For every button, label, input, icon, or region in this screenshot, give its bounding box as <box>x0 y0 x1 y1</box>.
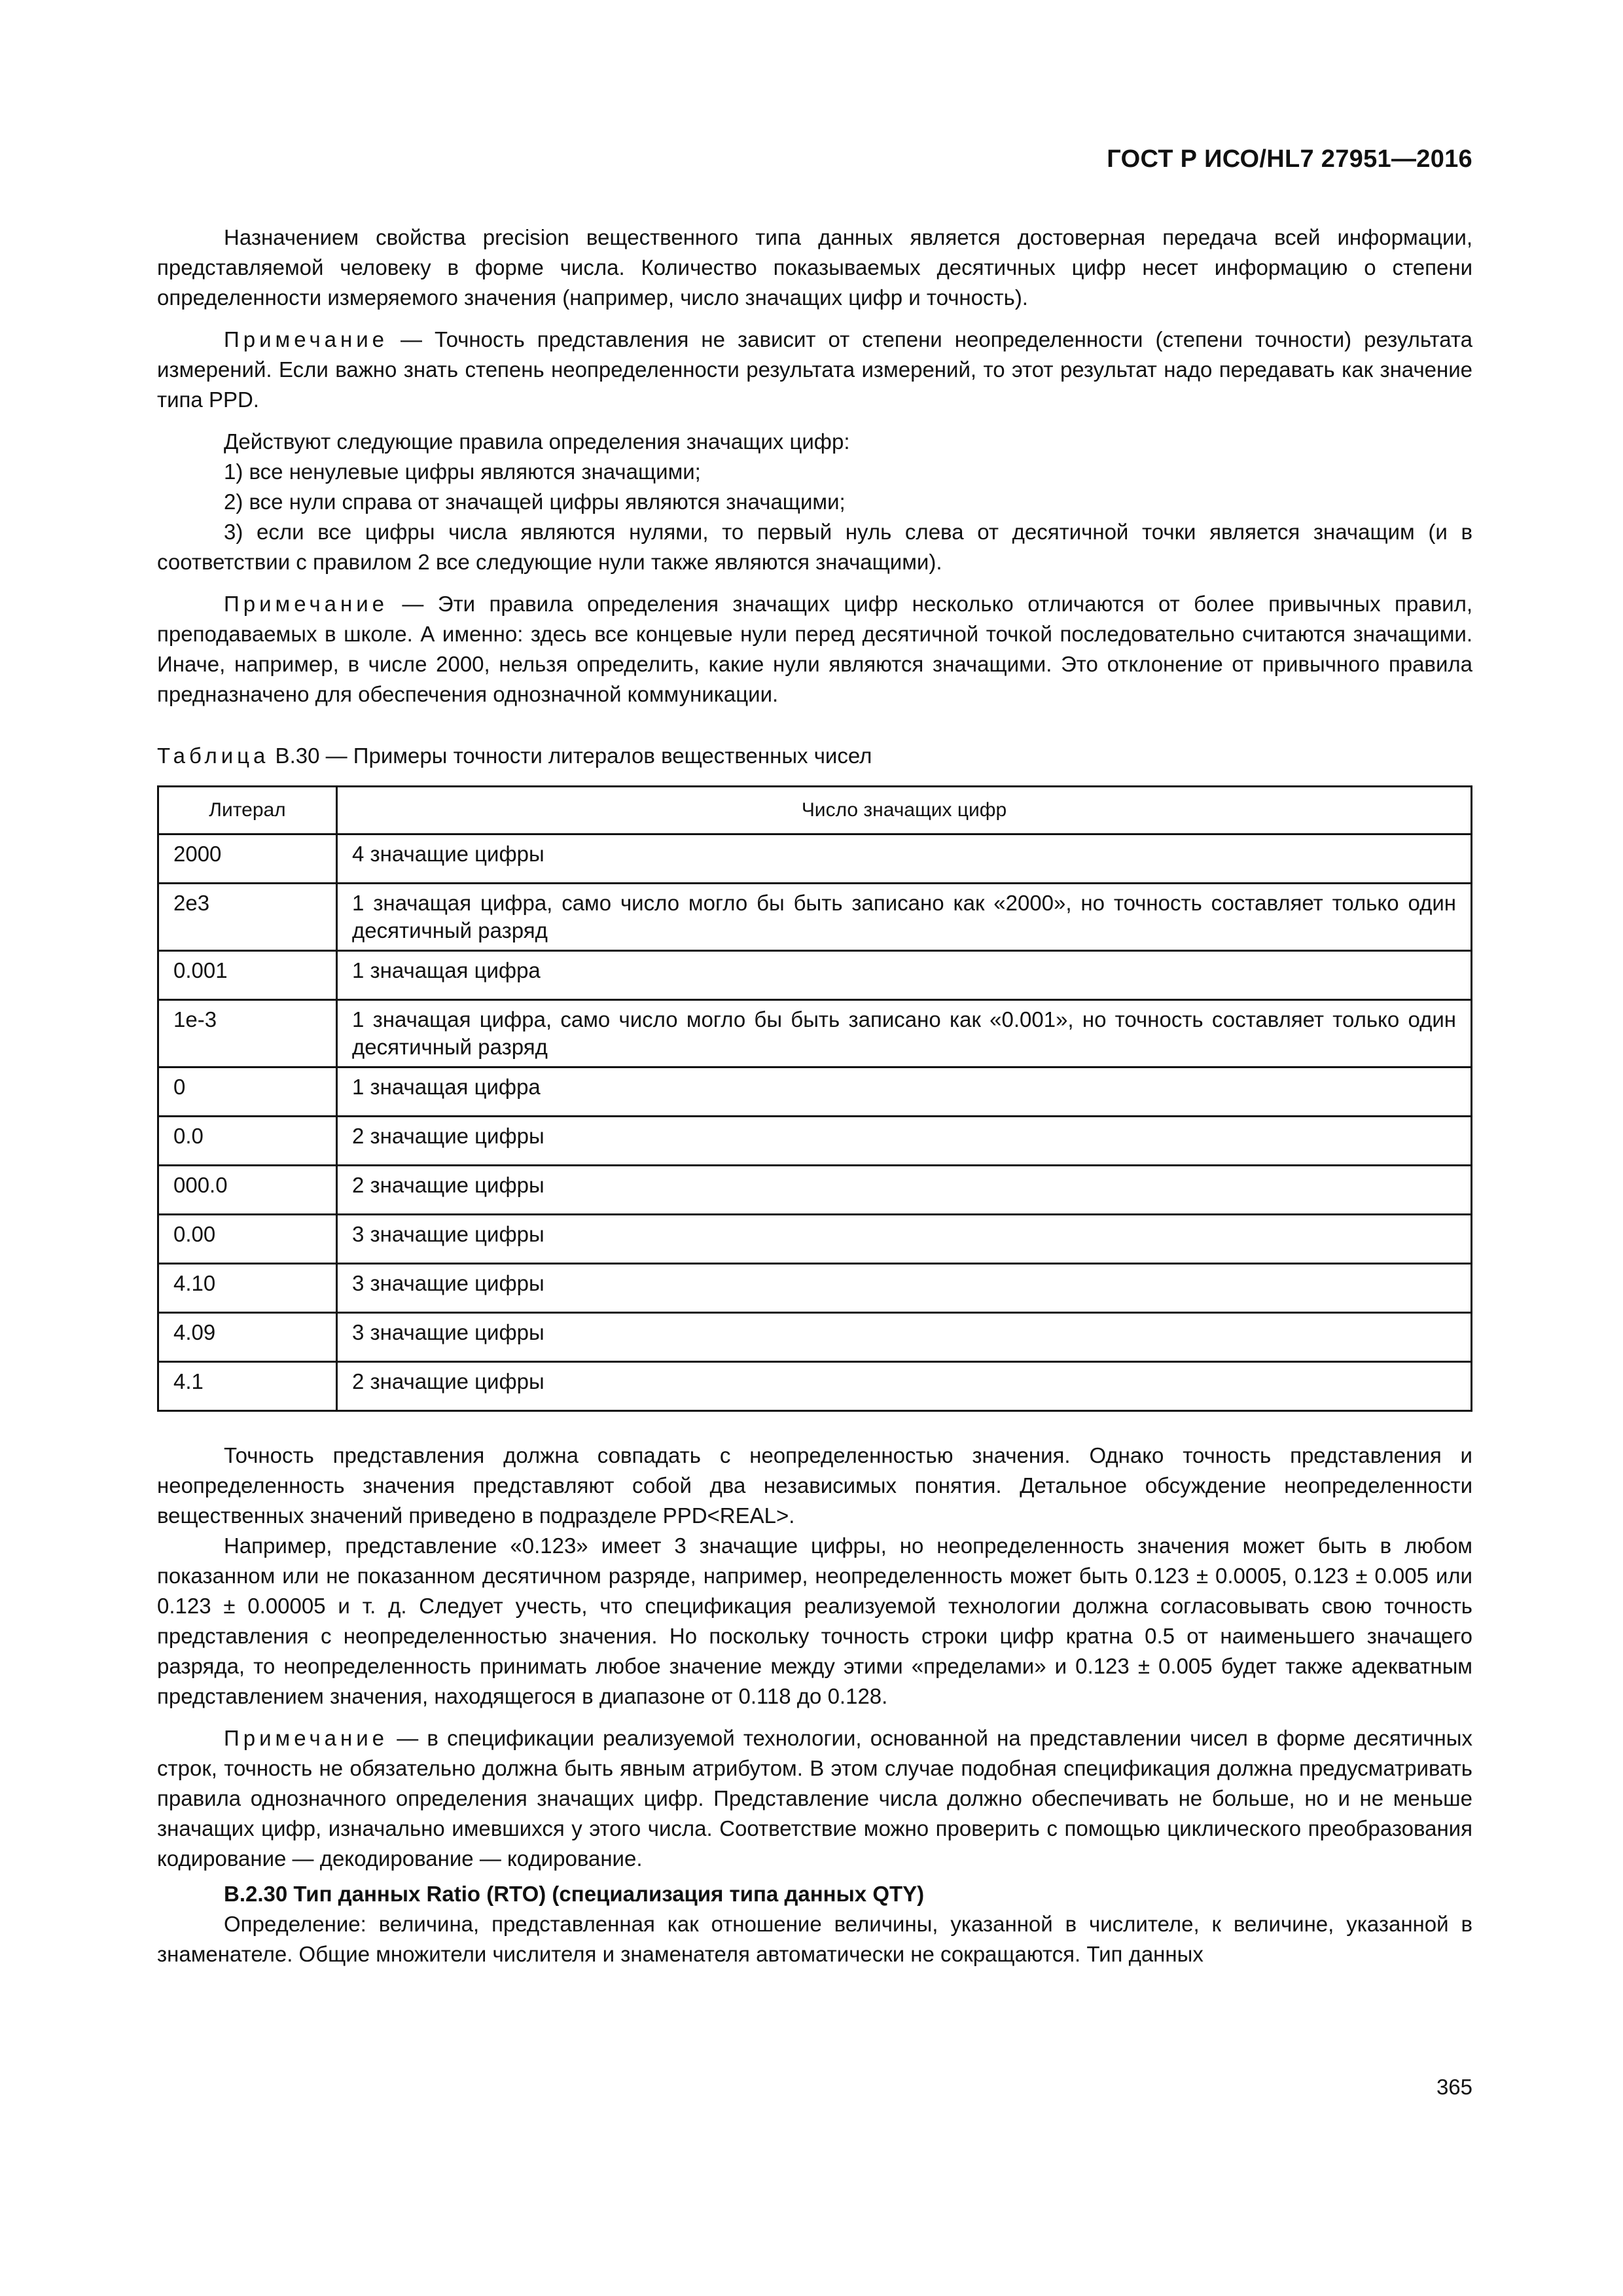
page-body <box>157 223 1472 1969</box>
note-3 <box>157 1723 1472 1874</box>
table-row <box>158 834 1472 884</box>
note-text: — Эти правила определения значащих цифр несколько отличаются от более привычных правил, преподаваемых в школе. А именно: здесь все концевые нули перед десятичной точкой последовательно считаются значащими. Иначе, например, в числе 2000, нельзя определить, какие нули являются значащими. Это отклонение от привычного правила предназначено для обеспечения однозначной коммуникации. <box>157 592 1472 706</box>
cell-digits: 2 значащие цифры <box>337 1166 1472 1215</box>
section-title: В.2.30 Тип данных Ratio (RTO) (специализация типа данных QTY) <box>224 1882 925 1906</box>
paragraph-uncertainty: Точность представления должна совпадать с неопределенностью значения. Однако точность представления и неопределенность значения представляют собой два независимых понятия. Детальное обсуждение неопределенности вещественных значений приведено в подразделе PPD<REAL>. <box>157 1443 1472 1528</box>
cell-literal: 0.00 <box>158 1215 337 1264</box>
literals-table <box>157 785 1472 1412</box>
table-caption <box>157 741 1472 771</box>
table-row <box>158 884 1472 951</box>
note-label: Примечание <box>224 592 389 616</box>
cell-digits: 2 значащие цифры <box>337 1117 1472 1166</box>
cell-digits: 3 значащие цифры <box>337 1313 1472 1362</box>
cell-digits: 3 значащие цифры <box>337 1215 1472 1264</box>
cell-literal: 0.0 <box>158 1117 337 1166</box>
table-row <box>158 1117 1472 1166</box>
column-header-literal: Литерал <box>158 787 337 834</box>
cell-digits: 1 значащая цифра <box>337 1067 1472 1117</box>
note-text: — Точность представления не зависит от степени неопределенности (степени точности) результата измерений. Если важно знать степень неопределенности результата измерений, то этот результат надо передавать как значение типа PPD. <box>157 327 1472 412</box>
cell-digits: 1 значащая цифра, само число могло бы быть записано как «0.001», но точность составляет только один десятичный разряд <box>337 1000 1472 1067</box>
table-header-row <box>158 787 1472 834</box>
note-label: Примечание <box>224 1726 389 1750</box>
table-row <box>158 1166 1472 1215</box>
table-caption-text: В.30 — Примеры точности литералов вещественных чисел <box>269 744 872 768</box>
cell-literal: 000.0 <box>158 1166 337 1215</box>
paragraph-example: Например, представление «0.123» имеет 3 значащие цифры, но неопределенность значения может быть в любом показанном или не показанном десятичном разряде, например, неопределенность может быть 0.123 ± 0.0005, 0.123 ± 0.005 или 0.123 ± 0.00005 и т. д. Следует учесть, что спецификация реализуемой технологии должна согласовывать свою точность представления с неопределенностью значения. Но поскольку точность строки цифр кратна 0.5 от наименьшего значащего разряда, то неопределенность принимать любое значение между этими «пределами» и 0.123 ± 0.005 будет также адекватным представлением значения, находящегося в диапазоне от 0.118 до 0.128. <box>157 1534 1472 1708</box>
cell-literal: 4.1 <box>158 1362 337 1411</box>
table-row <box>158 1264 1472 1313</box>
section-definition: Определение: величина, представленная как отношение величины, указанной в числителе, к величине, указанной в знаменателе. Общие множители числителя и знаменателя автоматически не сокращаются. Тип данных <box>157 1912 1472 1966</box>
table-caption-label: Таблица <box>157 744 270 768</box>
rule-item-2: 2) все нули справа от значащей цифры являются значащими; <box>224 490 846 514</box>
cell-digits: 1 значащая цифра, само число могло бы быть записано как «2000», но точность составляет только один десятичный разряд <box>337 884 1472 951</box>
paragraph-precision: Назначением свойства precision вещественного типа данных является достоверная передача всей информации, представляемой человеку в форме числа. Количество показываемых десятичных цифр несет информацию о степени определенности измеряемого значения (например, число значащих цифр и точность). <box>157 225 1472 310</box>
table-row <box>158 1362 1472 1411</box>
table-row <box>158 951 1472 1000</box>
cell-digits: 1 значащая цифра <box>337 951 1472 1000</box>
cell-digits: 3 значащие цифры <box>337 1264 1472 1313</box>
table-row <box>158 1067 1472 1117</box>
cell-literal: 4.09 <box>158 1313 337 1362</box>
cell-literal: 4.10 <box>158 1264 337 1313</box>
note-2 <box>157 589 1472 709</box>
note-text: — в спецификации реализуемой технологии, основанной на представлении чисел в форме десятичных строк, точность не обязательно должна быть явным атрибутом. В этом случае подобная спецификация должна предусматривать правила однозначного определения значащих цифр. Представление числа должно обеспечивать не больше, но и не меньше значащих цифр, изначально имевшихся у этого числа. Соответствие можно проверить с помощью циклического преобразования кодирование — декодирование — кодирование. <box>157 1726 1472 1871</box>
cell-literal: 0.001 <box>158 951 337 1000</box>
rule-item-1: 1) все ненулевые цифры являются значащими; <box>224 459 701 484</box>
note-1 <box>157 325 1472 415</box>
cell-literal: 0 <box>158 1067 337 1117</box>
page-number: 365 <box>1436 2075 1472 2099</box>
cell-literal: 2000 <box>158 834 337 884</box>
table-row <box>158 1000 1472 1067</box>
table-row <box>158 1215 1472 1264</box>
cell-literal: 2e3 <box>158 884 337 951</box>
cell-literal: 1e-3 <box>158 1000 337 1067</box>
rule-item-3: 3) если все цифры числа являются нулями, то первый нуль слева от десятичной точки является значащим (и в соответствии с правилом 2 все следующие нули также являются значащими). <box>157 520 1472 574</box>
column-header-digits: Число значащих цифр <box>337 787 1472 834</box>
table-row <box>158 1313 1472 1362</box>
cell-digits: 2 значащие цифры <box>337 1362 1472 1411</box>
document-header: ГОСТ Р ИСО/HL7 27951—2016 <box>1107 145 1472 173</box>
note-label: Примечание <box>224 327 389 351</box>
cell-digits: 4 значащие цифры <box>337 834 1472 884</box>
rules-intro: Действуют следующие правила определения значащих цифр: <box>224 429 850 454</box>
